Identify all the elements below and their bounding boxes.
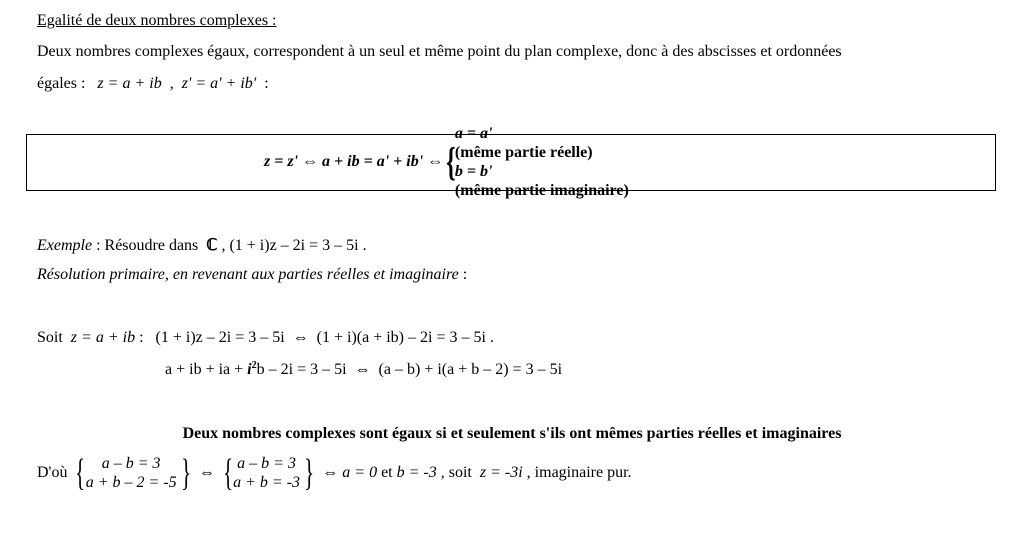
intro-zp-def: z' = a' + ib' bbox=[181, 75, 257, 92]
intro-line-2 bbox=[37, 75, 269, 93]
right-brace: } bbox=[304, 452, 315, 494]
box-row-2: b = b' (même partie imaginaire) bbox=[454, 163, 629, 199]
section-title: Egalité de deux nombres complexes : bbox=[37, 12, 277, 29]
example-label: Exemple bbox=[37, 237, 93, 254]
equiv-symbol: ⇔ bbox=[354, 361, 371, 378]
equiv-symbol: ⇔ bbox=[427, 153, 444, 170]
left-brace: { bbox=[75, 452, 86, 494]
box-mid: a + ib = a' + ib' bbox=[322, 153, 424, 170]
resolution-intro: Résolution primaire, en revenant aux parties réelles et imaginaire : bbox=[37, 266, 468, 283]
intro-z-def: z = a + ib bbox=[97, 75, 162, 92]
definition-formula bbox=[264, 125, 629, 199]
equiv-symbol: ⇔ bbox=[302, 153, 319, 170]
example-text: : Résoudre dans bbox=[96, 237, 199, 254]
soit-label: Soit bbox=[37, 329, 63, 346]
system-2: a – b = 3 a + b = -3 bbox=[233, 455, 301, 491]
equiv-symbol: ⇔ bbox=[322, 464, 339, 481]
left-brace: { bbox=[222, 452, 234, 494]
intro-sep: , bbox=[169, 75, 174, 92]
soit-eq2: (1 + i)(a + ib) – 2i = 3 – 5i . bbox=[316, 329, 494, 346]
left-brace: { bbox=[446, 139, 456, 184]
intro-colon: : bbox=[264, 75, 269, 92]
rule-statement: Deux nombres complexes sont égaux si et seulement s'ils ont mêmes parties réelles et imaginaires bbox=[182, 425, 842, 442]
system-1: a – b = 3 a + b – 2 = -5 bbox=[85, 455, 177, 491]
box-lhs: z = z' bbox=[264, 153, 299, 170]
right-brace: } bbox=[180, 452, 191, 494]
equiv-symbol: ⇔ bbox=[198, 464, 215, 481]
example-equation: , (1 + i)z – 2i = 3 – 5i . bbox=[221, 237, 367, 254]
expansion-line: a + ib + ia + $i^2b - 2i = 3 - 5i$ ⇔ (a – b) + i(a + b – 2) = 3 – 5i bbox=[165, 360, 563, 378]
soit-line: Soit z = a + ib : (1 + i)z – 2i = 3 – 5i ⇔ (1 + i)(a + ib) – 2i = 3 – 5i . bbox=[37, 329, 494, 346]
equiv-symbol: ⇔ bbox=[292, 329, 309, 346]
intro-egales: égales : bbox=[37, 75, 86, 92]
box-system bbox=[455, 124, 629, 200]
dou-label: D'où bbox=[37, 464, 68, 481]
soit-eq1: (1 + i)z – 2i = 3 – 5i bbox=[155, 329, 285, 346]
complex-set-symbol: ℂ bbox=[206, 237, 218, 254]
soit-z-def: z = a + ib bbox=[70, 329, 136, 346]
box-row-1: a = a' (même partie réelle) bbox=[454, 125, 593, 161]
conclusion-line: D'où { a – b = 3 a + b – 2 = -5 } ⇔ { a – b = 3 a + b = -3 } ⇔ a = 0 et b = -3 , soit z = -3i , imaginaire pur. bbox=[37, 452, 632, 494]
intro-line-1: Deux nombres complexes égaux, correspondent à un seul et même point du plan complexe, donc à des abscisses et ordonnées bbox=[37, 43, 842, 60]
example-line bbox=[37, 235, 367, 255]
